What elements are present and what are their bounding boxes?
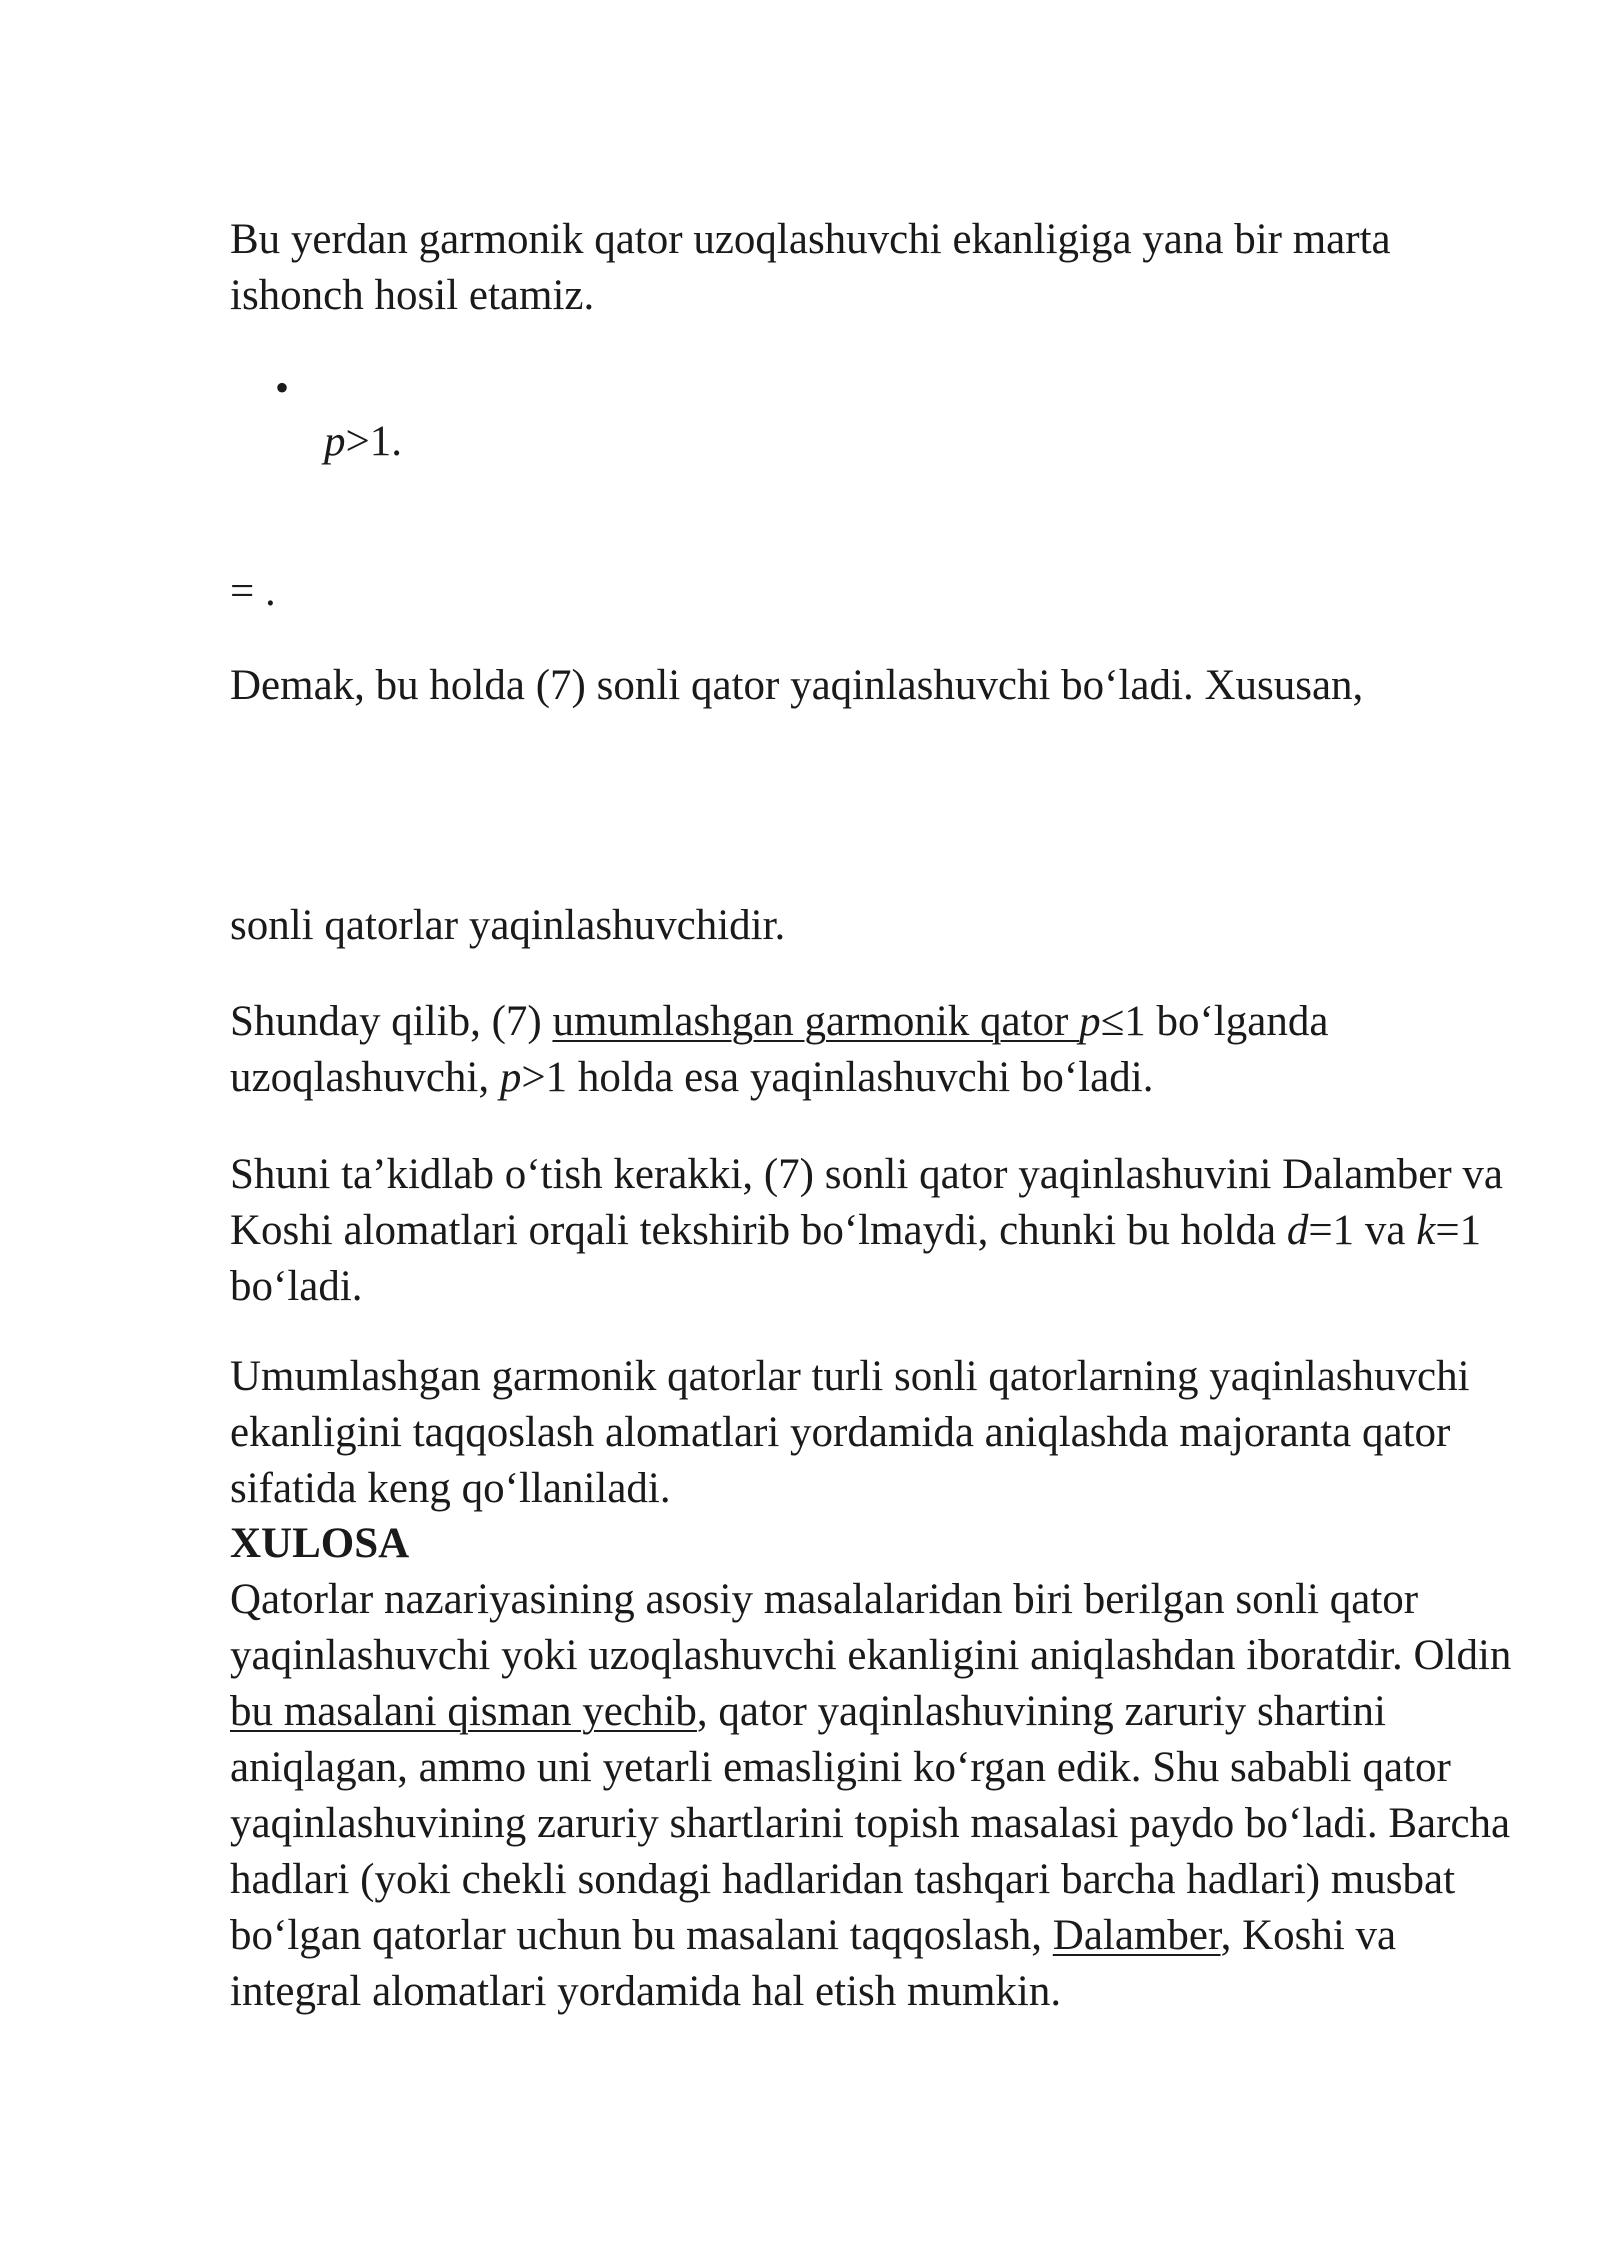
link-harmonic-series[interactable]: umumlashgan garmonik qator xyxy=(552,998,1080,1045)
var-p: p xyxy=(1079,998,1101,1045)
paragraph-intro: Bu yerdan garmonik qator uzoqlashuvchi ekanligiga yana bir marta ishonch hosil etamiz. xyxy=(230,216,1391,319)
p7-mid: , qator yaqinlashuvining zaruriy shartini aniqlagan, ammo uni yetarli emasligini ko‘rgan edik. Shu sababli qator yaqinlashuvining zaruriy shartlarini topish masalasi paydo bo‘ladi. Barcha hadlari (yoki chekli sondagi hadlaridan tashqari barcha hadlari) musbat bo‘lgan qatorlar uchun bu masalani taqqoslash, xyxy=(230,1688,1511,1959)
p5-post: =1 bo‘ladi. xyxy=(230,1207,1482,1310)
var-p: p xyxy=(324,418,346,465)
p5-mid: =1 va xyxy=(1308,1207,1417,1254)
case-condition xyxy=(324,414,402,470)
paragraph-umumlashgan: Umumlashgan garmonik qatorlar turli sonli qatorlarning yaqinlashuvchi ekanligini taqqoslash alomatlari yordamida aniqlashda majoranta qator sifatida keng qo‘llaniladi. xyxy=(230,1353,1470,1512)
p7-pre: Qatorlar nazariyasining asosiy masalalaridan biri berilgan sonli qator yaqinlashuvchi yoki uzoqlashuvchi ekanligini aniqlashdan iboratdir. Oldin xyxy=(230,1576,1512,1679)
paragraph-xulosa xyxy=(230,1572,1530,2020)
var-d: d xyxy=(1286,1207,1309,1254)
case-rest: >1. xyxy=(345,418,403,465)
paragraph-shuni xyxy=(230,1147,1530,1315)
bullet-marker: • xyxy=(275,365,290,410)
paragraph-shunday xyxy=(230,994,1530,1106)
p4-mid: ≤1 bo‘lganda uzoqlashuvchi, xyxy=(230,998,1329,1101)
section-heading: XULOSA xyxy=(230,1520,410,1567)
p7-post: , Koshi va integral alomatlari yordamida hal etish mumkin. xyxy=(230,1912,1397,2015)
var-k: k xyxy=(1416,1207,1436,1254)
paragraph-demak: Demak, bu holda (7) sonli qator yaqinlashuvchi bo‘ladi. Xususan, xyxy=(230,662,1364,709)
p4-pre: Shunday qilib, (7) xyxy=(230,998,553,1045)
p5-pre: Shuni ta’kidlab o‘tish kerakki, (7) sonli qator yaqinlashuvini Dalamber va Koshi alomatlari orqali tekshirib bo‘lmaydi, chunki bu holda xyxy=(230,1151,1503,1254)
link-partial-solution[interactable]: bu masalani qisman yechib xyxy=(230,1688,697,1735)
paragraph-conclusion-series: sonli qatorlar yaqinlashuvchidir. xyxy=(230,902,786,949)
link-dalamber[interactable]: Dalamber xyxy=(1052,1912,1221,1959)
p4-post: >1 holda esa yaqinlashuvchi bo‘ladi. xyxy=(521,1054,1154,1101)
equation-line: = . xyxy=(230,568,276,615)
var-p: p xyxy=(499,1054,522,1101)
